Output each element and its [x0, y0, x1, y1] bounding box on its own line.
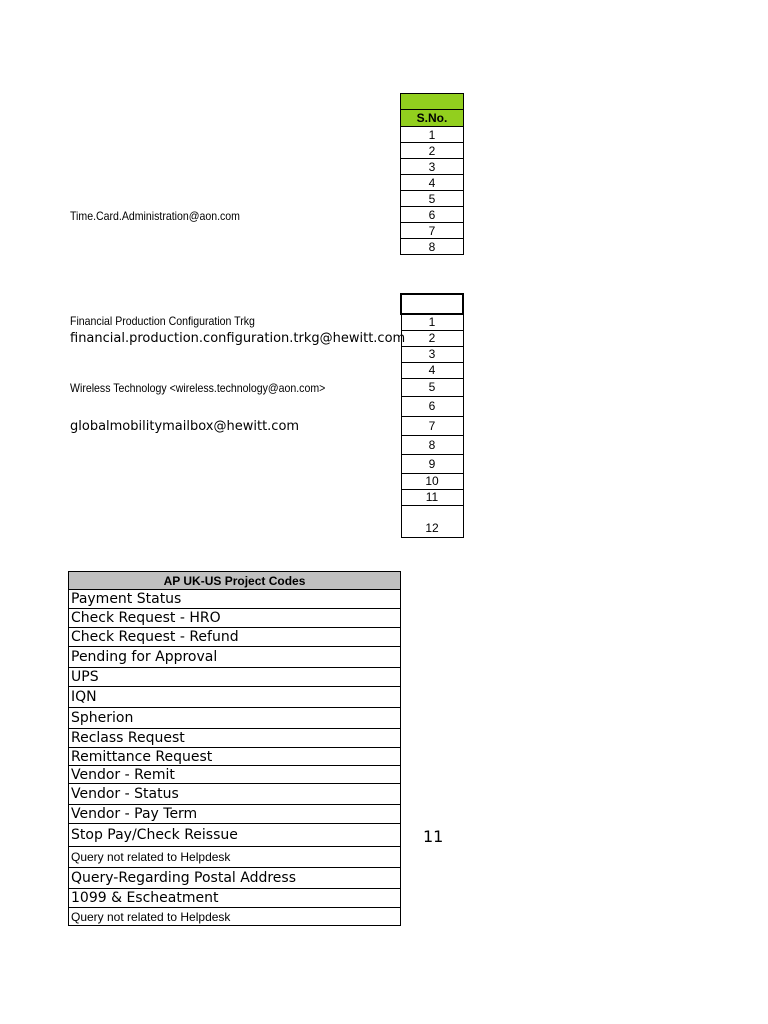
fpct-email: financial.production.configuration.trkg@hewitt.com — [70, 331, 406, 346]
sno-cell: 6 — [401, 207, 464, 223]
project-code-row: Payment Status — [69, 590, 401, 609]
serial-number-table-bottom — [400, 293, 464, 538]
sno-cell: 11 — [401, 489, 463, 505]
project-code-row: IQN — [69, 687, 401, 708]
project-code-row: Remittance Request — [69, 748, 401, 766]
project-code-row: Vendor - Status — [69, 784, 401, 805]
sno-cell: 1 — [401, 314, 463, 330]
project-code-row: Spherion — [69, 708, 401, 729]
project-code-row: Query not related to Helpdesk — [69, 908, 401, 926]
project-code-row: Stop Pay/Check Reissue — [69, 824, 401, 847]
sno-cell: 8 — [401, 239, 464, 255]
table-top-band — [401, 94, 464, 110]
sno-cell: 4 — [401, 362, 463, 378]
sno-cell: 2 — [401, 330, 463, 346]
serial-number-table-top — [400, 93, 464, 255]
time-card-email: Time.Card.Administration@aon.com — [70, 209, 240, 223]
sno-cell: 7 — [401, 223, 464, 239]
project-code-row: Vendor - Pay Term — [69, 805, 401, 824]
project-code-row: 1099 & Escheatment — [69, 889, 401, 908]
project-codes-header: AP UK-US Project Codes — [69, 572, 401, 590]
blank-header-cell — [401, 294, 463, 314]
project-code-row: Vendor - Remit — [69, 766, 401, 784]
sno-cell: 5 — [401, 378, 463, 396]
project-code-row: UPS — [69, 668, 401, 687]
project-codes-table — [68, 571, 401, 926]
sno-cell: 2 — [401, 143, 464, 159]
project-code-row: Check Request - Refund — [69, 628, 401, 647]
wireless-email: Wireless Technology <wireless.technology@aon.com> — [70, 381, 326, 395]
project-code-row: Query not related to Helpdesk — [69, 847, 401, 868]
project-code-row: Check Request - HRO — [69, 609, 401, 628]
sno-cell: 9 — [401, 454, 463, 473]
sno-cell: 8 — [401, 435, 463, 454]
sno-cell: 1 — [401, 127, 464, 143]
sno-cell: 7 — [401, 416, 463, 435]
project-code-row: Pending for Approval — [69, 647, 401, 668]
project-code-row: Reclass Request — [69, 729, 401, 748]
sno-cell: 6 — [401, 396, 463, 416]
project-codes-count: 11 — [423, 827, 444, 846]
sno-cell: 10 — [401, 473, 463, 489]
sno-cell: 5 — [401, 191, 464, 207]
fpct-name: Financial Production Configuration Trkg — [70, 314, 255, 328]
sno-cell: 4 — [401, 175, 464, 191]
project-code-row: Query-Regarding Postal Address — [69, 868, 401, 889]
global-mobility-email: globalmobilitymailbox@hewitt.com — [70, 419, 300, 434]
sno-header: S.No. — [401, 110, 464, 127]
sno-cell: 3 — [401, 159, 464, 175]
sno-cell: 3 — [401, 346, 463, 362]
sno-cell: 12 — [401, 505, 463, 537]
